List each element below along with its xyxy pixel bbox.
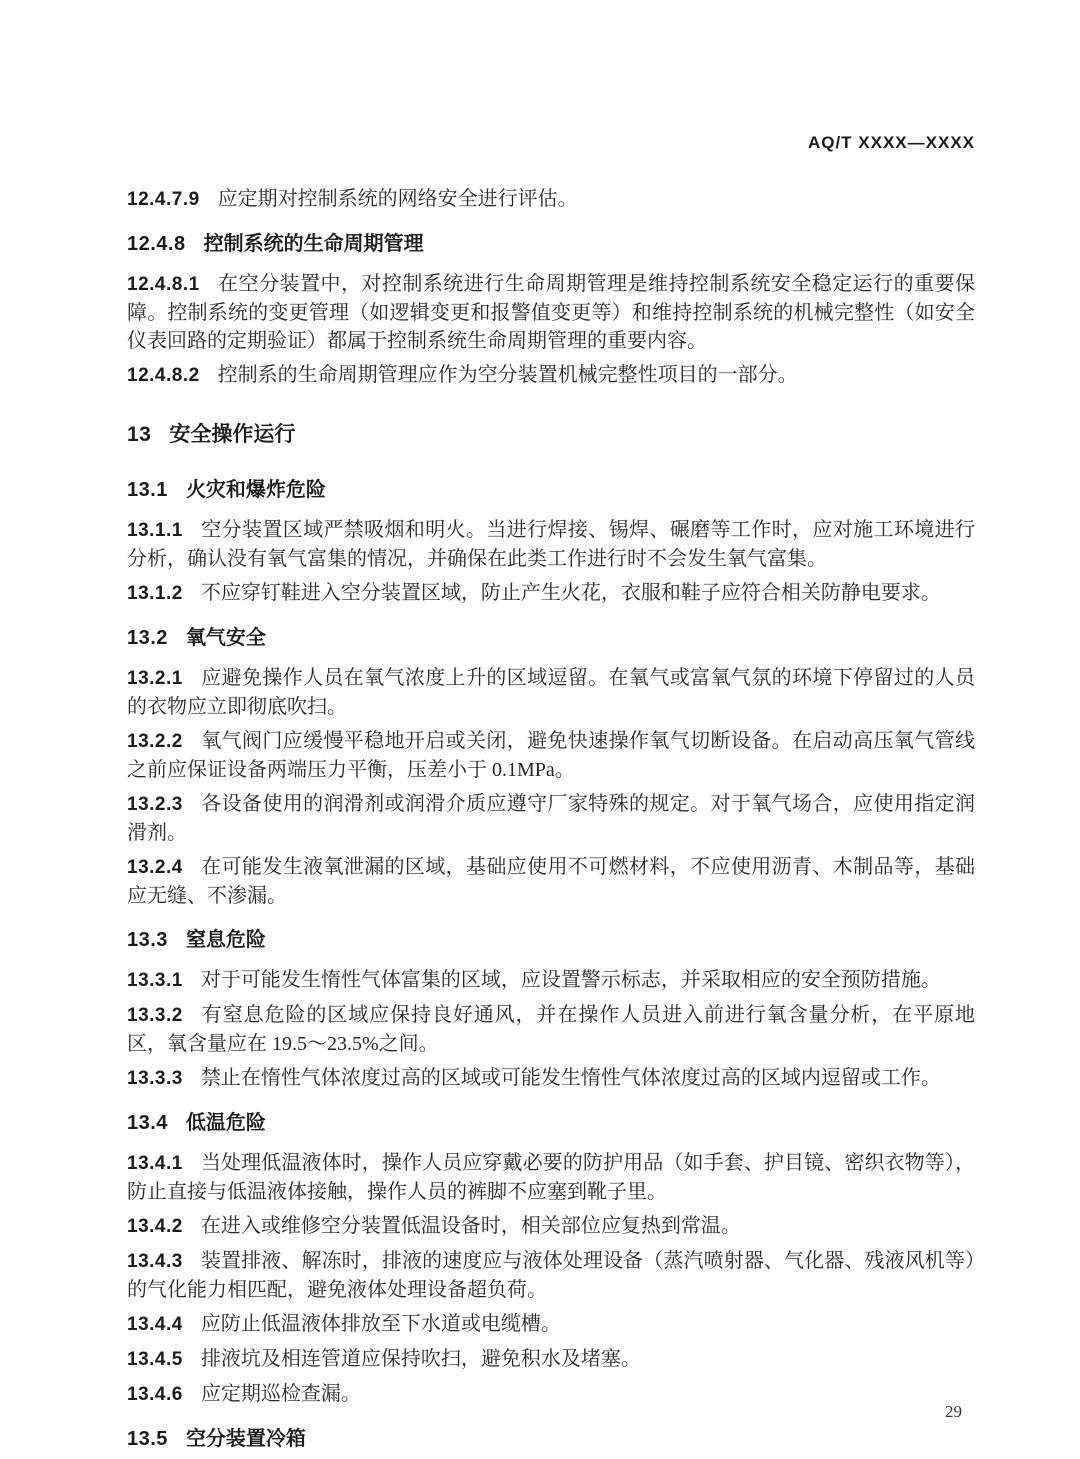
clause-text: 有窒息危险的区域应保持良好通风，并在操作人员进入前进行氧含量分析，在平原地区，氧含量应在 19.5～23.5%之间。 [127, 1004, 975, 1055]
clause-number: 13.4.3 [127, 1251, 183, 1272]
clause-text: 控制系的生命周期管理应作为空分装置机械完整性项目的一部分。 [217, 364, 798, 386]
clause-number: 13.4 [127, 1112, 168, 1134]
clause-12.4.8.1 [127, 270, 975, 355]
document-body [127, 153, 975, 1453]
clause-13.4.1 [127, 1149, 975, 1206]
heading-13.1 [127, 476, 975, 504]
clause-number: 12.4.8.2 [127, 365, 200, 386]
clause-number: 13.4.5 [127, 1349, 183, 1370]
clause-number: 13.1.1 [127, 520, 183, 541]
clause-13.3.1 [127, 966, 975, 995]
standard-code: AQ/T XXXX—XXXX [807, 133, 975, 152]
clause-13.4.4 [127, 1310, 975, 1339]
clause-text: 在可能发生液氧泄漏的区域，基础应使用不可燃材料，不应使用沥青、木制品等，基础应无缝、不渗漏。 [127, 856, 975, 907]
clause-text: 空分装置区域严禁吸烟和明火。当进行焊接、锡焊、碾磨等工作时，应对施工环境进行分析，确认没有氧气富集的情况，并确保在此类工作进行时不会发生氧气富集。 [127, 519, 975, 570]
page-number: 29 [945, 1402, 962, 1421]
clause-number: 13.1 [127, 479, 168, 501]
heading-13.2 [127, 624, 975, 652]
clause-13.3.3 [127, 1064, 975, 1093]
clause-13.4.2 [127, 1212, 975, 1241]
clause-number: 13.5 [127, 1428, 168, 1450]
clause-number: 12.4.8 [127, 233, 186, 255]
heading-text: 窒息危险 [185, 929, 266, 951]
clause-number: 12.4.8.1 [127, 274, 200, 295]
heading-13 [127, 420, 975, 450]
clause-13.1.1 [127, 516, 975, 573]
clause-text: 当处理低温液体时，操作人员应穿戴必要的防护用品（如手套、护目镜、密织衣物等），防止直接与低温液体接触，操作人员的裤脚不应塞到靴子里。 [127, 1152, 975, 1203]
clause-number: 13.3 [127, 929, 168, 951]
clause-text: 应避免操作人员在氧气浓度上升的区域逗留。在氧气或富氧气氛的环境下停留过的人员的衣物应立即彻底吹扫。 [127, 667, 975, 718]
clause-text: 氧气阀门应缓慢平稳地开启或关闭，避免快速操作氧气切断设备。在启动高压氧气管线之前应保证设备两端压力平衡，压差小于 0.1MPa。 [127, 730, 975, 781]
page-header [127, 133, 975, 153]
heading-text: 低温危险 [185, 1112, 266, 1134]
clause-text: 应防止低温液体排放至下水道或电缆槽。 [200, 1313, 561, 1335]
heading-13.3 [127, 926, 975, 954]
clause-text: 禁止在惰性气体浓度过高的区域或可能发生惰性气体浓度过高的区域内逗留或工作。 [200, 1067, 941, 1089]
heading-text: 控制系统的生命周期管理 [203, 233, 424, 255]
clause-number: 13.2.3 [127, 794, 183, 815]
clause-12.4.8.2 [127, 361, 975, 390]
heading-text: 氧气安全 [185, 627, 266, 649]
clause-13.4.6 [127, 1380, 975, 1409]
heading-text: 火灾和爆炸危险 [185, 479, 326, 501]
clause-text: 在空分装置中，对控制系统进行生命周期管理是维持控制系统安全稳定运行的重要保障。控制系统的变更管理（如逻辑变更和报警值变更等）和维持控制系统的机械完整性（如安全仪表回路的定期验证）都属于控制系统生命周期管理的重要内容。 [127, 273, 975, 352]
clause-text: 装置排液、解冻时，排液的速度应与液体处理设备（蒸汽喷射器、气化器、残液风机等）的气化能力相匹配，避免液体处理设备超负荷。 [127, 1250, 975, 1301]
clause-number: 13.4.6 [127, 1384, 183, 1405]
clause-number: 13.2 [127, 627, 168, 649]
heading-13.5 [127, 1425, 975, 1453]
clause-number: 12.4.7.9 [127, 189, 200, 210]
clause-12.4.7.9 [127, 185, 975, 214]
clause-text: 对于可能发生惰性气体富集的区域，应设置警示标志，并采取相应的安全预防措施。 [200, 969, 941, 991]
clause-13.2.4 [127, 853, 975, 910]
clause-text: 排液坑及相连管道应保持吹扫，避免积水及堵塞。 [200, 1348, 641, 1370]
clause-number: 13.2.1 [127, 668, 183, 689]
clause-13.4.3 [127, 1247, 975, 1304]
clause-text: 不应穿钉鞋进入空分装置区域，防止产生火花，衣服和鞋子应符合相关防静电要求。 [200, 582, 941, 604]
clause-text: 各设备使用的润滑剂或润滑介质应遵守厂家特殊的规定。对于氧气场合，应使用指定润滑剂。 [127, 793, 975, 844]
clause-text: 应定期对控制系统的网络安全进行评估。 [217, 188, 578, 210]
clause-text: 在进入或维修空分装置低温设备时，相关部位应复热到常温。 [200, 1215, 741, 1237]
clause-13.2.3 [127, 790, 975, 847]
clause-number: 13.2.4 [127, 857, 183, 878]
clause-number: 13.4.2 [127, 1216, 183, 1237]
clause-13.4.5 [127, 1345, 975, 1374]
clause-13.3.2 [127, 1001, 975, 1058]
clause-13.1.2 [127, 579, 975, 608]
clause-text: 应定期巡检查漏。 [200, 1383, 361, 1405]
clause-number: 13.3.1 [127, 970, 183, 991]
heading-12.4.8 [127, 230, 975, 258]
clause-number: 13.4.1 [127, 1153, 183, 1174]
clause-number: 13 [127, 423, 152, 446]
clause-number: 13.1.2 [127, 583, 183, 604]
page-footer [945, 1402, 962, 1422]
heading-13.4 [127, 1109, 975, 1137]
clause-13.2.1 [127, 664, 975, 721]
heading-text: 空分装置冷箱 [185, 1428, 306, 1450]
clause-13.2.2 [127, 727, 975, 784]
heading-text: 安全操作运行 [169, 423, 296, 446]
clause-number: 13.3.3 [127, 1068, 183, 1089]
clause-number: 13.2.2 [127, 731, 183, 752]
clause-number: 13.4.4 [127, 1314, 183, 1335]
clause-number: 13.3.2 [127, 1005, 183, 1026]
